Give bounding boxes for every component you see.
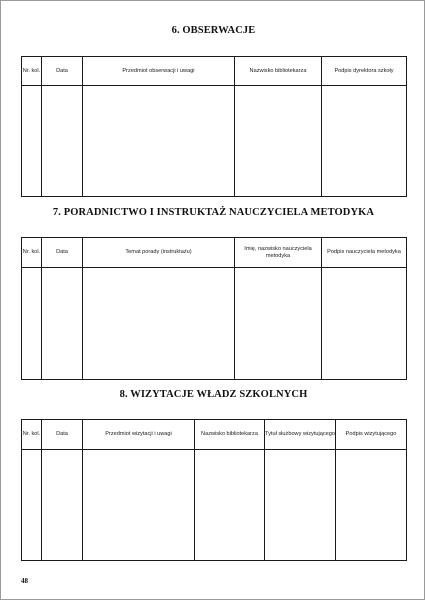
column-header-director-signature: Podpis dyrektora szkoły xyxy=(322,57,407,86)
page-number: 48 xyxy=(21,577,28,585)
table-header-row xyxy=(22,238,407,268)
column-header-inspection-subject: Przedmiot wizytacji i uwagi xyxy=(83,420,195,450)
table-header-row xyxy=(22,57,407,86)
inspections-table xyxy=(21,419,407,561)
column-header-nr-kol: Nr. kol. xyxy=(22,57,42,86)
column-header-subject: Przedmiot obserwacji i uwagi xyxy=(83,57,235,86)
column-header-nr-kol: Nr. kol. xyxy=(22,420,42,450)
cell-inspection-subject[interactable] xyxy=(83,450,195,561)
cell-data[interactable] xyxy=(42,268,83,380)
column-header-data: Data xyxy=(42,420,83,450)
table-header-row xyxy=(22,420,407,450)
column-header-methodologist-name: Imię, nazwisko nauczyciela metodyka xyxy=(235,238,322,268)
cell-librarian[interactable] xyxy=(235,86,322,197)
column-header-librarian: Nazwisko bibliotekarza xyxy=(195,420,265,450)
observations-table xyxy=(21,56,407,197)
table-body-row xyxy=(22,268,407,380)
cell-librarian[interactable] xyxy=(195,450,265,561)
counseling-table xyxy=(21,237,407,380)
section-7-title: 7. PORADNICTWO I INSTRUKTAŻ NAUCZYCIELA METODYKA xyxy=(52,207,375,218)
cell-nr-kol[interactable] xyxy=(22,86,42,197)
column-header-nr-kol: Nr. kol. xyxy=(22,238,42,268)
table-body-row xyxy=(22,86,407,197)
cell-nr-kol[interactable] xyxy=(22,268,42,380)
column-header-inspector-signature: Podpis wizytującego xyxy=(336,420,407,450)
column-header-inspector-title: Tytuł służbowy wizytującego xyxy=(265,420,336,450)
cell-data[interactable] xyxy=(42,450,83,561)
cell-data[interactable] xyxy=(42,86,83,197)
cell-signature[interactable] xyxy=(322,268,407,380)
cell-methodologist-name[interactable] xyxy=(235,268,322,380)
cell-inspector-title[interactable] xyxy=(265,450,336,561)
column-header-librarian: Nazwisko bibliotekarza xyxy=(235,57,322,86)
cell-signature[interactable] xyxy=(336,450,407,561)
column-header-methodologist-signature: Podpis nauczyciela metodyka xyxy=(322,238,407,268)
cell-topic[interactable] xyxy=(83,268,235,380)
cell-subject[interactable] xyxy=(83,86,235,197)
section-8-title: 8. WIZYTACJE WŁADZ SZKOLNYCH xyxy=(119,389,308,400)
table-body-row xyxy=(22,450,407,561)
cell-nr-kol[interactable] xyxy=(22,450,42,561)
cell-signature[interactable] xyxy=(322,86,407,197)
column-header-data: Data xyxy=(42,238,83,268)
section-6-title: 6. OBSERWACJE xyxy=(171,25,256,36)
column-header-data: Data xyxy=(42,57,83,86)
column-header-topic: Temat porady (instruktażu) xyxy=(83,238,235,268)
